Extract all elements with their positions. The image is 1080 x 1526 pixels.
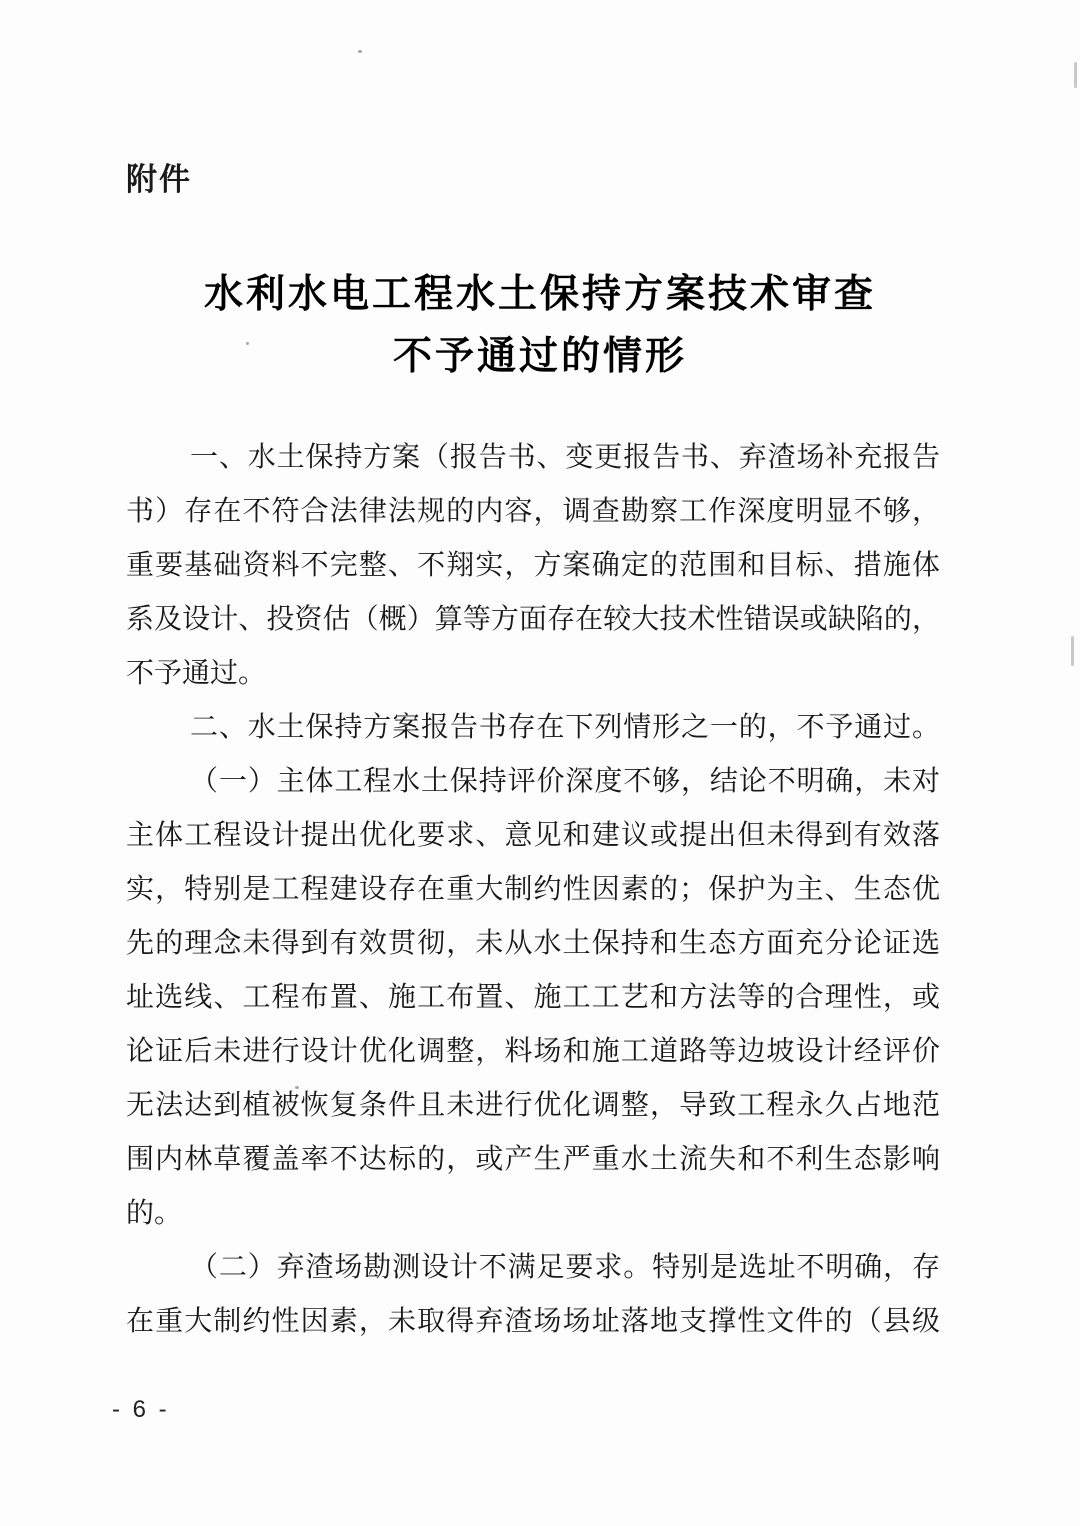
body-text-line: 二、水土保持方案报告书存在下列情形之一的，不予通过。 xyxy=(190,712,940,743)
title-line-1: 水利水电工程水土保持方案技术审查 xyxy=(203,273,876,316)
body-text-line: 无法达到植被恢复条件且未进行优化调整，导致工程永久占地范 xyxy=(126,1090,940,1121)
body-text-line: 不予通过。 xyxy=(126,658,267,689)
body-text-line: （二）弃渣场勘测设计不满足要求。特别是选址不明确，存 xyxy=(190,1252,940,1283)
scan-edge-mark xyxy=(1071,636,1074,666)
document-title xyxy=(0,264,1080,388)
body-text-line: 在重大制约性因素，未取得弃渣场场址落地支撑性文件的（县级 xyxy=(126,1306,940,1337)
body-text-line: 书）存在不符合法律法规的内容，调查勘察工作深度明显不够， xyxy=(126,496,940,527)
body-text-line: （一）主体工程水土保持评价深度不够，结论不明确，未对 xyxy=(190,766,940,797)
body-text-line: 实，特别是工程建设存在重大制约性因素的；保护为主、生态优 xyxy=(126,874,940,905)
attachment-label: 附件 xyxy=(126,162,192,197)
document-body xyxy=(126,431,940,1349)
body-text-line: 重要基础资料不完整、不翔实，方案确定的范围和目标、措施体 xyxy=(126,550,940,581)
page-number: - 6 - xyxy=(112,1396,170,1423)
scan-edge-mark xyxy=(1074,62,1077,88)
body-text-line: 的。 xyxy=(126,1198,183,1229)
scan-speck xyxy=(246,342,249,345)
body-text-line: 先的理念未得到有效贯彻，未从水土保持和生态方面充分论证选 xyxy=(126,928,940,959)
scan-speck xyxy=(295,1086,299,1089)
body-text-line: 论证后未进行设计优化调整，料场和施工道路等边坡设计经评价 xyxy=(126,1036,940,1067)
body-text-line: 址选线、工程布置、施工布置、施工工艺和方法等的合理性，或 xyxy=(126,982,940,1013)
body-text-line: 围内林草覆盖率不达标的，或产生严重水土流失和不利生态影响 xyxy=(126,1144,940,1175)
scan-speck xyxy=(358,50,362,53)
body-text-line: 系及设计、投资估（概）算等方面存在较大技术性错误或缺陷的， xyxy=(126,604,940,635)
body-text-line: 主体工程设计提出优化要求、意见和建议或提出但未得到有效落 xyxy=(126,820,940,851)
title-line-2: 不予通过的情形 xyxy=(392,335,687,378)
body-text-line: 一、水土保持方案（报告书、变更报告书、弃渣场补充报告 xyxy=(190,442,940,473)
